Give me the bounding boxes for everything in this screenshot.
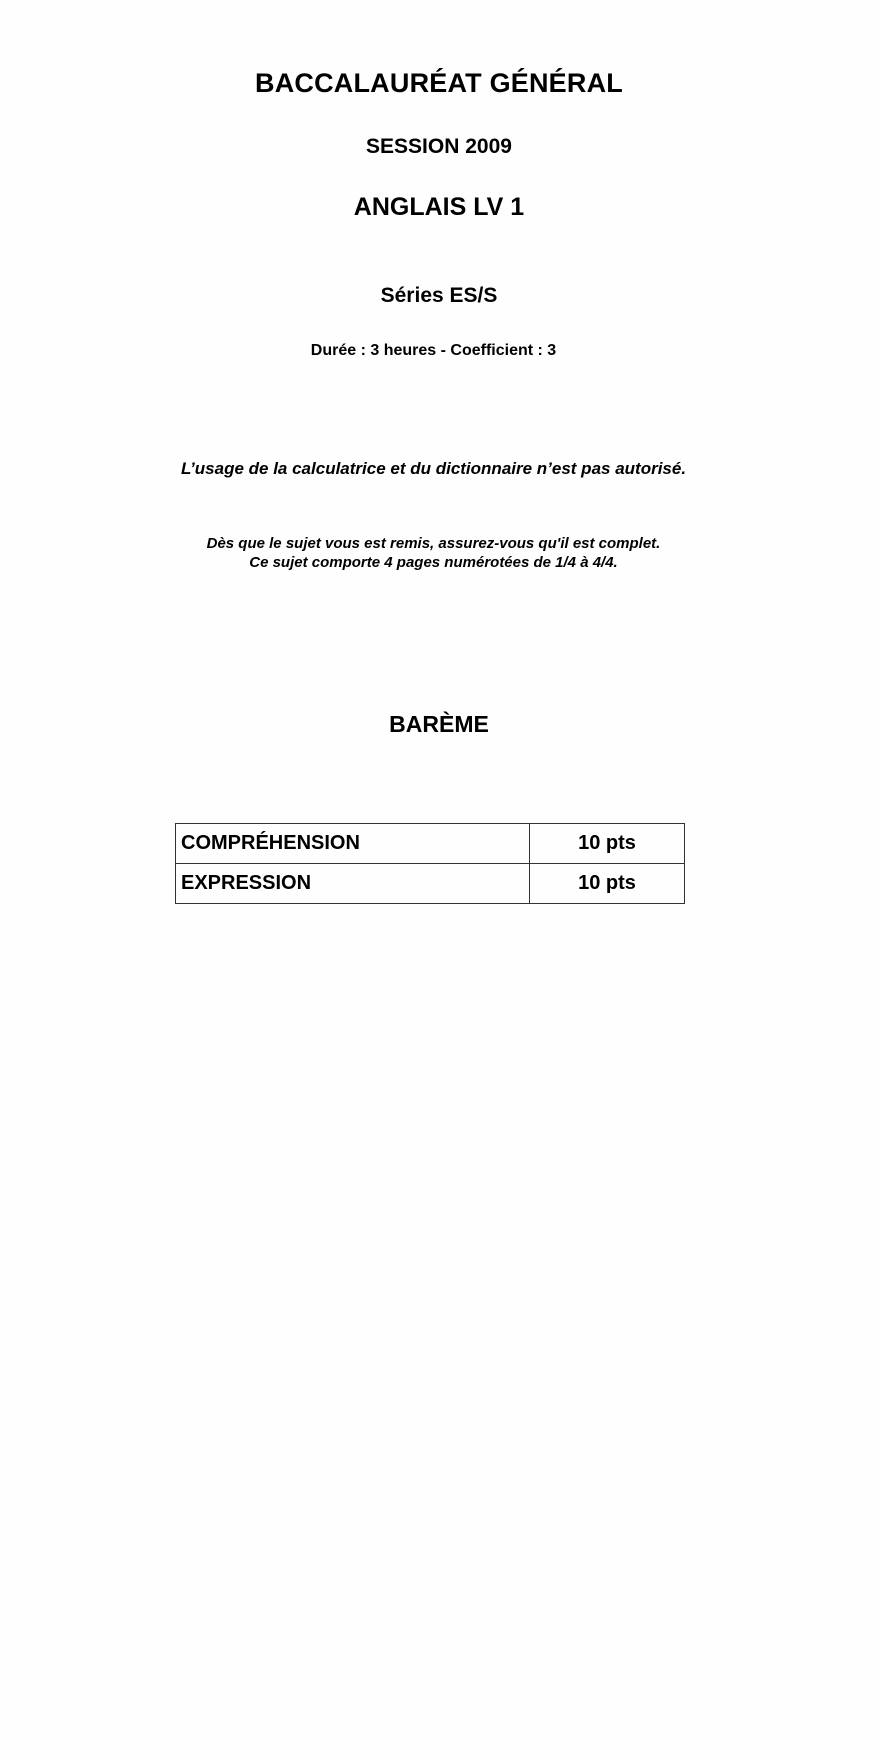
exam-title: BACCALAURÉAT GÉNÉRAL xyxy=(255,68,623,98)
completeness-line-1: Dès que le sujet vous est remis, assurez-vous qu'il est complet. xyxy=(206,535,661,552)
exam-session: SESSION 2009 xyxy=(366,135,512,158)
tools-notice: L’usage de la calculatrice et du dictionnaire n’est pas autorisé. xyxy=(180,459,687,478)
grading-section-cell: EXPRESSION xyxy=(176,864,530,904)
completeness-line-2: Ce sujet comporte 4 pages numérotées de 1/4 à 4/4. xyxy=(249,554,618,571)
table-row xyxy=(176,864,685,904)
table-row xyxy=(176,824,685,864)
exam-duration: Durée : 3 heures - Coefficient : 3 xyxy=(310,342,557,359)
grading-heading: BARÈME xyxy=(389,711,489,737)
grading-table xyxy=(175,823,685,904)
exam-series: Séries ES/S xyxy=(380,284,498,307)
grading-points-cell: 10 pts xyxy=(530,824,685,864)
completeness-notice xyxy=(0,534,867,572)
grading-points-cell: 10 pts xyxy=(530,864,685,904)
grading-section-cell: COMPRÉHENSION xyxy=(176,824,530,864)
exam-subject: ANGLAIS LV 1 xyxy=(353,193,525,221)
